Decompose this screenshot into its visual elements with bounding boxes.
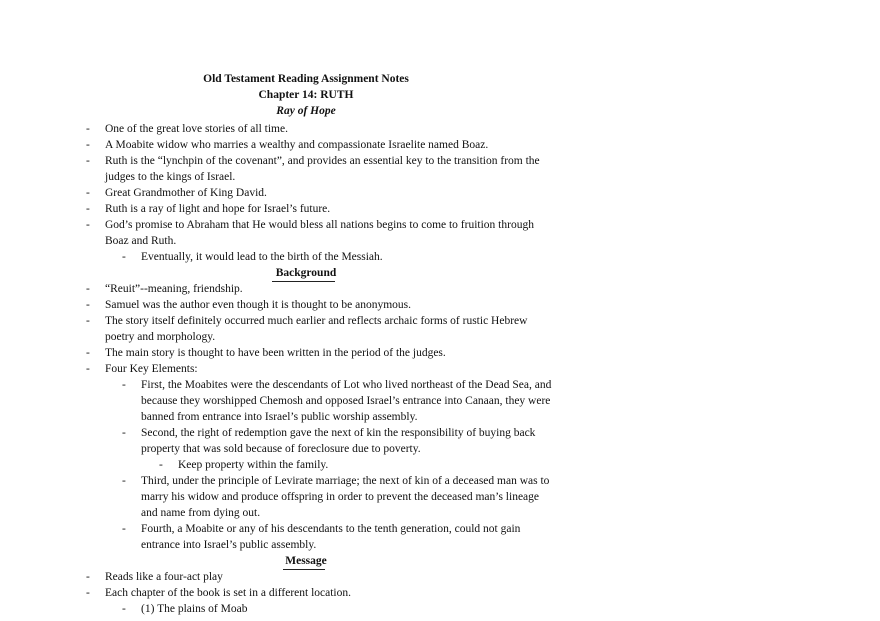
background-heading: Background <box>275 267 337 279</box>
message-section <box>86 553 556 617</box>
sub-list-item: - (1) The plains of Moab <box>86 601 556 617</box>
list-item: - Reads like a four-act play <box>86 569 556 585</box>
list-item: - Great Grandmother of King David. <box>86 185 556 201</box>
list-item: - Each chapter of the book is set in a different location. <box>86 585 556 601</box>
key-element-item: - Fourth, a Moabite or any of his descendants to the tenth generation, could not gain entrance into Israel’s public assembly. <box>86 521 556 553</box>
sub-sub-list-item: - Keep property within the family. <box>86 457 556 473</box>
key-element-item: - Third, under the principle of Levirate marriage; the next of kin of a deceased man was to marry his widow and produce offspring in order to prevent the deceased man’s lineage and name from dying out. <box>86 473 556 521</box>
message-heading: Message <box>285 555 327 567</box>
list-item: - The story itself definitely occurred much earlier and reflects archaic forms of rustic Hebrew poetry and morphology. <box>86 313 556 345</box>
sub-list-item: - Eventually, it would lead to the birth of the Messiah. <box>86 249 556 265</box>
list-item: - Ruth is the “lynchpin of the covenant”, and provides an essential key to the transition from the judges to the kings of Israel. <box>86 153 556 185</box>
chapter-heading: Chapter 14: RUTH <box>258 89 354 101</box>
list-item: - Four Key Elements: <box>86 361 556 377</box>
chapter-subtitle: Ray of Hope <box>276 105 336 117</box>
background-section <box>86 265 556 553</box>
notes-body <box>86 71 556 617</box>
key-element-item: - First, the Moabites were the descendants of Lot who lived northeast of the Dead Sea, and because they worshipped Chemosh and opposed Israel’s entrance into Canaan, they were banned from entrance into Israel’s public worship assembly. <box>86 377 556 425</box>
list-item: - One of the great love stories of all time. <box>86 121 556 137</box>
key-element-item: - Second, the right of redemption gave the next of kin the responsibility of buying back property that was sold because of foreclosure due to poverty. <box>86 425 556 457</box>
list-item: - God’s promise to Abraham that He would bless all nations begins to come to fruition through Boaz and Ruth. <box>86 217 556 249</box>
list-item: - A Moabite widow who marries a wealthy and compassionate Israelite named Boaz. <box>86 137 556 153</box>
doc-title: Old Testament Reading Assignment Notes <box>203 73 409 85</box>
list-item: - “Reuit”--meaning, friendship. <box>86 281 556 297</box>
list-item: - The main story is thought to have been written in the period of the judges. <box>86 345 556 361</box>
list-item: - Samuel was the author even though it is thought to be anonymous. <box>86 297 556 313</box>
list-item: - Ruth is a ray of light and hope for Israel’s future. <box>86 201 556 217</box>
